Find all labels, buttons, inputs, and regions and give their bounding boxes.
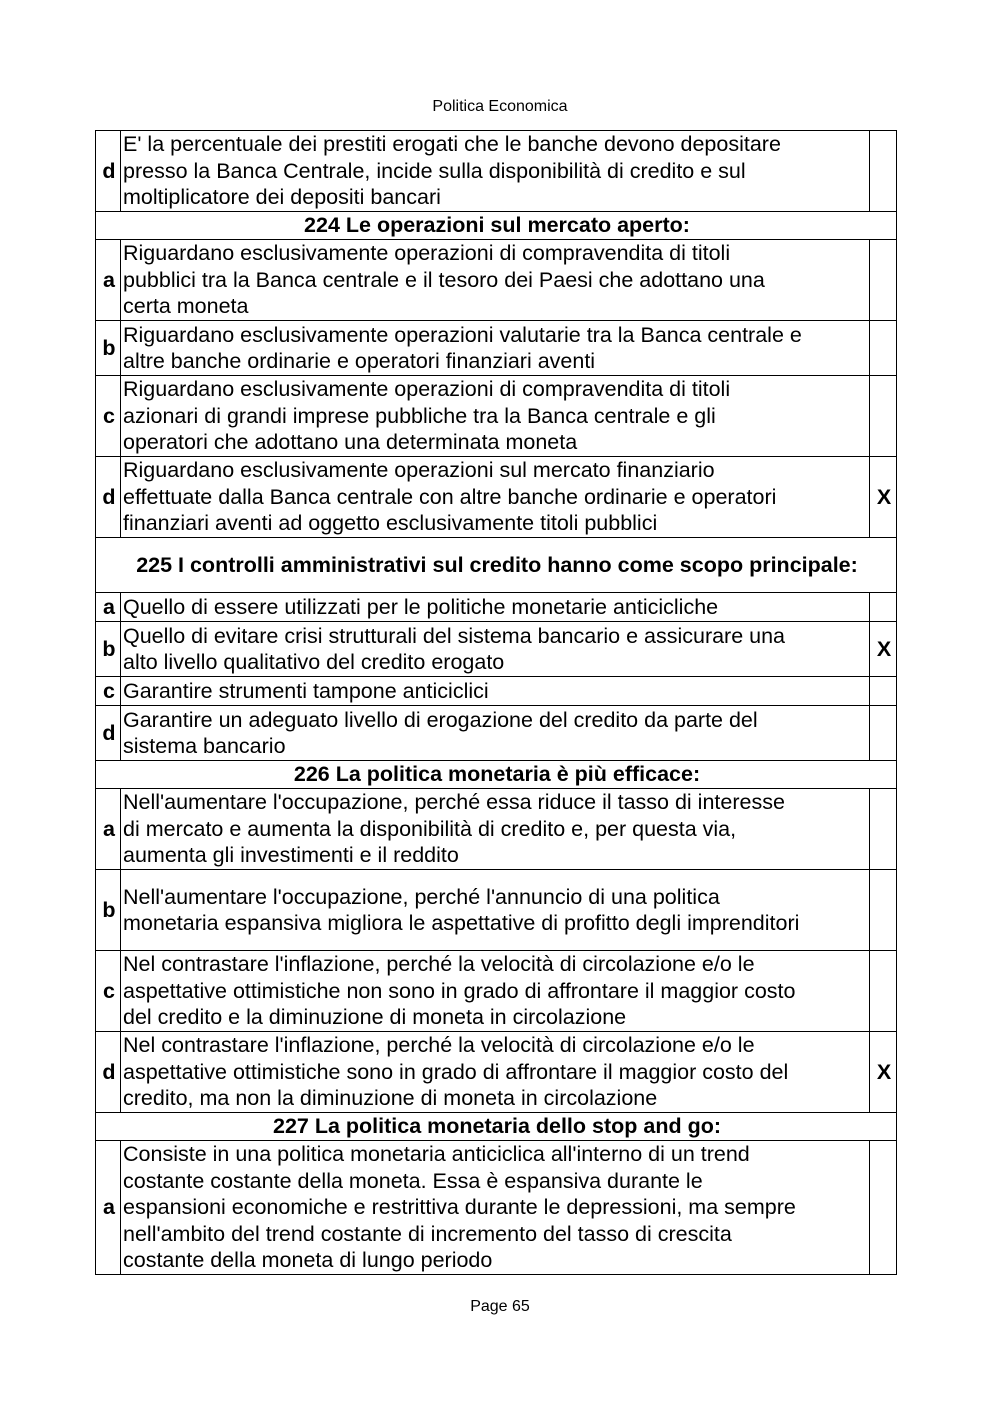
answer-text: Consiste in una politica monetaria anticiclica all'interno di un trend costante costante della moneta. Essa è espansiva durante le espansioni economiche e restrittiva durante le depressioni, ma sempre nell'ambito del trend costante di incremento del tasso di crescita costante della moneta di lungo periodo [121,1141,870,1275]
answer-row [96,1032,897,1113]
answer-text: Riguardano esclusivamente operazioni sul mercato finanziario effettuate dalla Banca centrale con altre banche ordinarie e operatori finanziari aventi ad oggetto esclusivamente titoli pubblici [121,457,870,538]
answer-row [96,321,897,376]
question-row [96,761,897,789]
answer-row [96,593,897,622]
answer-mark: X [870,1032,897,1113]
answer-row [96,240,897,321]
answer-text: Nel contrastare l'inflazione, perché la velocità di circolazione e/o le aspettative ottimistiche non sono in grado di affrontare il maggior costo del credito e la diminuzione di moneta in circolazione [121,951,870,1032]
answer-row [96,622,897,677]
answer-mark [870,1141,897,1275]
answer-row [96,789,897,870]
answer-mark [870,593,897,622]
answer-letter: a [96,240,121,321]
answer-row [96,131,897,212]
page-header: Politica Economica [432,98,568,115]
answer-letter: b [96,321,121,376]
question-title: 227 La politica monetaria dello stop and go: [96,1113,897,1141]
answer-text: Riguardano esclusivamente operazioni valutarie tra la Banca centrale e altre banche ordinarie e operatori finanziari aventi [121,321,870,376]
answer-letter: d [96,131,121,212]
answer-mark [870,951,897,1032]
page-number: Page 65 [470,1298,530,1315]
answer-mark [870,789,897,870]
answer-text: Riguardano esclusivamente operazioni di compravendita di titoli pubblici tra la Banca centrale e il tesoro dei Paesi che adottano una certa moneta [121,240,870,321]
answer-row [96,457,897,538]
answer-letter: a [96,593,121,622]
answer-letter: a [96,1141,121,1275]
answer-letter: c [96,677,121,706]
answer-mark [870,706,897,761]
answer-text: Nell'aumentare l'occupazione, perché essa riduce il tasso di interesse di mercato e aumenta la disponibilità di credito e, per questa via, aumenta gli investimenti e il reddito [121,789,870,870]
answer-text: Quello di essere utilizzati per le politiche monetarie anticicliche [121,593,870,622]
quiz-table [95,130,897,1275]
answer-mark [870,240,897,321]
answer-letter: a [96,789,121,870]
answer-text: Nel contrastare l'inflazione, perché la velocità di circolazione e/o le aspettative ottimistiche sono in grado di affrontare il maggior costo del credito, ma non la diminuzione di moneta in circolazione [121,1032,870,1113]
question-row [96,1113,897,1141]
question-row [96,212,897,240]
answer-mark: X [870,622,897,677]
answer-mark [870,677,897,706]
answer-row [96,951,897,1032]
answer-text: Nell'aumentare l'occupazione, perché l'annuncio di una politica monetaria espansiva migliora le aspettative di profitto degli imprenditori [121,870,870,951]
answer-text: Riguardano esclusivamente operazioni di compravendita di titoli azionari di grandi imprese pubbliche tra la Banca centrale e gli operatori che adottano una determinata moneta [121,376,870,457]
answer-row [96,1141,897,1275]
answer-text: E' la percentuale dei prestiti erogati che le banche devono depositare presso la Banca Centrale, incide sulla disponibilità di credito e sul moltiplicatore dei depositi bancari [121,131,870,212]
answer-row [96,870,897,951]
question-row [96,538,897,593]
answer-letter: b [96,870,121,951]
answer-text: Quello di evitare crisi strutturali del sistema bancario e assicurare una alto livello qualitativo del credito erogato [121,622,870,677]
answer-mark [870,870,897,951]
answer-text: Garantire un adeguato livello di erogazione del credito da parte del sistema bancario [121,706,870,761]
answer-letter: b [96,622,121,677]
answer-row [96,376,897,457]
answer-mark [870,321,897,376]
answer-mark: X [870,457,897,538]
question-title: 226 La politica monetaria è più efficace: [96,761,897,789]
answer-letter: c [96,951,121,1032]
answer-row [96,706,897,761]
question-title: 224 Le operazioni sul mercato aperto: [96,212,897,240]
answer-row [96,677,897,706]
answer-text: Garantire strumenti tampone anticiclici [121,677,870,706]
answer-letter: c [96,376,121,457]
answer-letter: d [96,1032,121,1113]
question-title: 225 I controlli amministrativi sul credito hanno come scopo principale: [96,538,897,593]
answer-mark [870,376,897,457]
answer-letter: d [96,457,121,538]
answer-letter: d [96,706,121,761]
answer-mark [870,131,897,212]
